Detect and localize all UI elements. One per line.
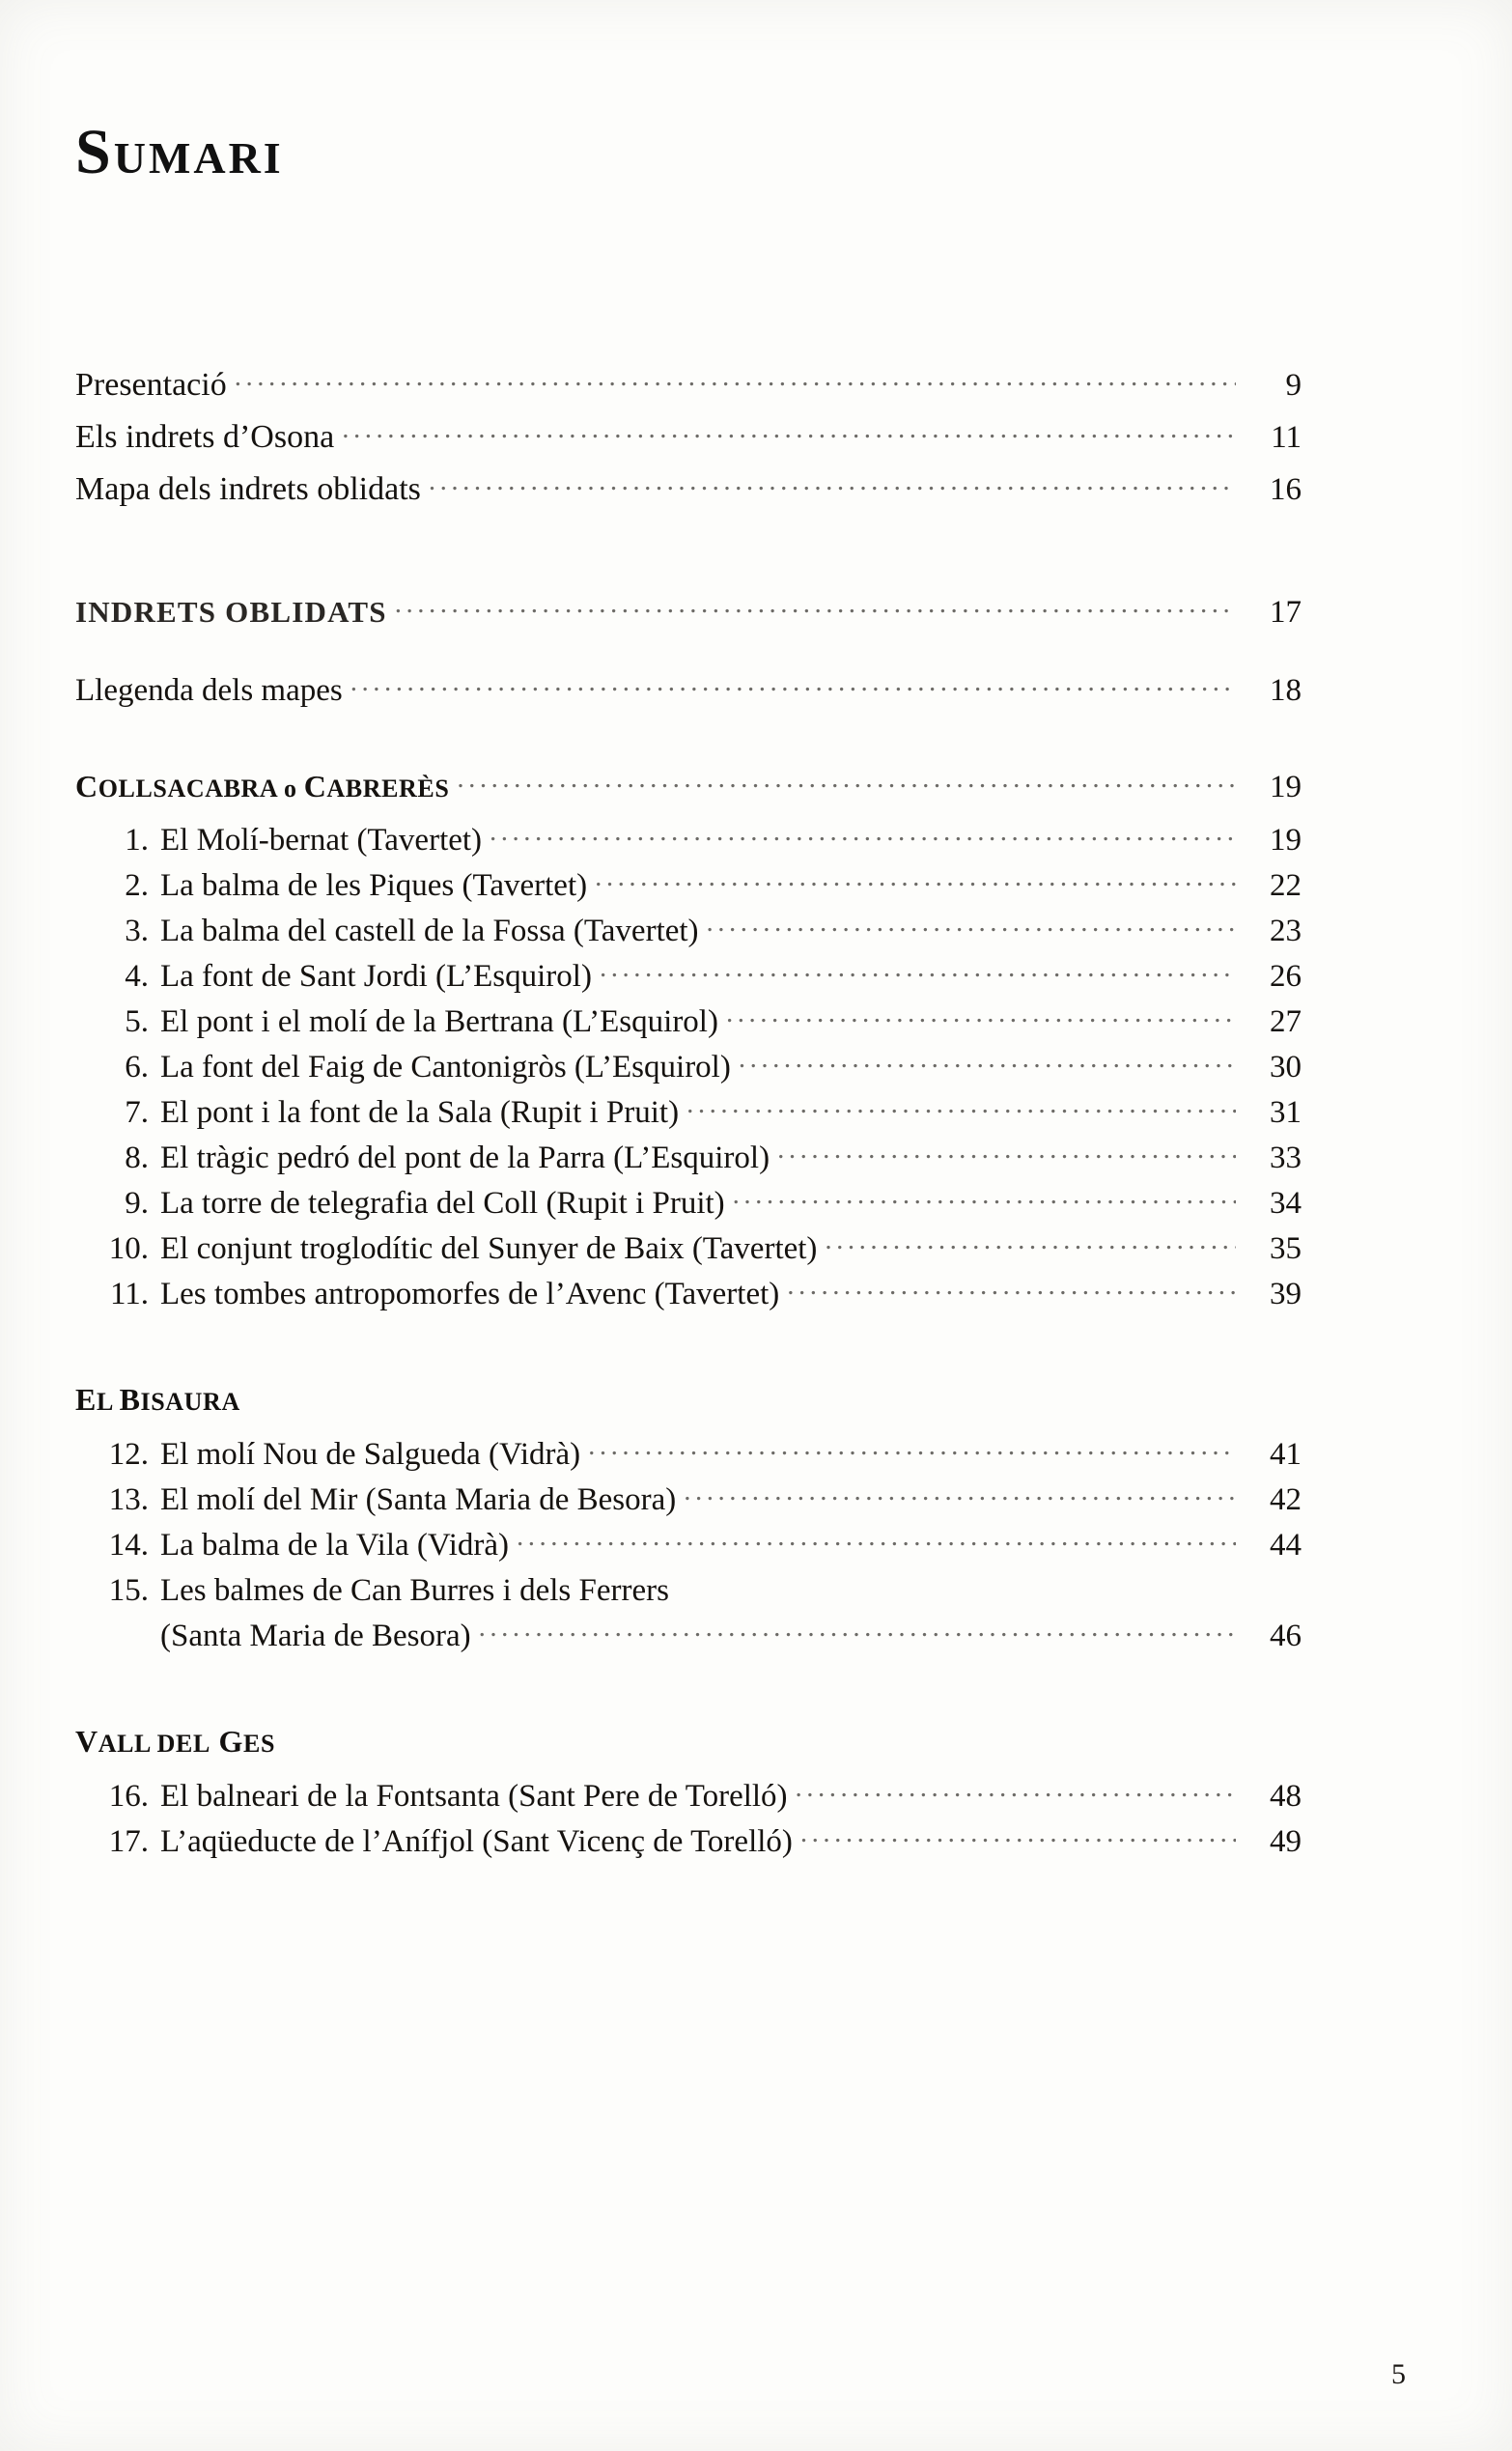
leader-dots	[395, 606, 1236, 622]
toc-section-items	[75, 1439, 1302, 1652]
toc-section-vall-del-ges	[75, 1724, 1302, 1858]
item-page: 34	[1270, 1186, 1302, 1221]
toc-entry-page: 11	[1271, 420, 1302, 455]
heading-part	[151, 1730, 157, 1758]
item-label: La font de Sant Jordi (L’Esquirol)	[160, 959, 592, 994]
list-item[interactable]	[75, 1006, 1302, 1038]
leader-dots	[707, 925, 1236, 941]
toc-entry[interactable]	[75, 421, 1302, 454]
page-title-initial: S	[75, 117, 114, 187]
leader-dots	[684, 1494, 1236, 1509]
toc-entry-label: Llegenda dels mapes	[75, 673, 343, 708]
item-number: 14.	[108, 1528, 149, 1563]
spacer	[75, 1324, 1302, 1382]
item-number: 2.	[125, 868, 149, 903]
list-item[interactable]	[75, 961, 1302, 993]
toc-front-matter	[75, 369, 1302, 506]
heading-part: C	[303, 769, 327, 803]
item-label: La torre de telegrafia del Coll (Rupit i Pruit)	[160, 1186, 725, 1221]
leader-dots	[595, 880, 1236, 895]
leader-dots	[235, 380, 1236, 395]
leader-dots	[457, 781, 1236, 797]
page-title-rest: UMARI	[113, 133, 284, 183]
item-page: 35	[1270, 1231, 1302, 1266]
item-number: 10.	[108, 1231, 149, 1266]
item-page: 22	[1270, 868, 1302, 903]
toc-part-heading[interactable]	[75, 597, 1302, 629]
item-label: El pont i el molí de la Bertrana (L’Esquirol)	[160, 1004, 718, 1039]
toc-section-heading[interactable]	[75, 1382, 1302, 1418]
heading-part: C	[75, 769, 98, 803]
item-number: 9.	[125, 1186, 149, 1221]
item-number: 1.	[125, 823, 149, 858]
spacer	[75, 525, 1302, 597]
leader-dots	[490, 834, 1236, 850]
heading-part: ES	[243, 1730, 276, 1758]
item-number: 3.	[125, 914, 149, 948]
list-item[interactable]	[75, 1279, 1302, 1310]
page-title	[75, 116, 1350, 189]
leader-dots	[517, 1539, 1236, 1555]
item-number: 13.	[108, 1482, 149, 1517]
toc-entry[interactable]	[75, 473, 1302, 506]
leader-dots	[686, 1107, 1236, 1122]
toc-section-label	[75, 1724, 276, 1759]
leader-dots	[600, 971, 1236, 986]
item-label: Les balmes de Can Burres i dels Ferrers	[160, 1573, 669, 1608]
leader-dots	[825, 1243, 1236, 1258]
leader-dots	[350, 685, 1236, 700]
toc-entry-page: 18	[1270, 673, 1302, 708]
list-item[interactable]	[75, 1530, 1302, 1562]
leader-dots	[726, 1016, 1236, 1031]
item-number: 11.	[109, 1277, 149, 1311]
list-item[interactable]	[75, 1575, 1302, 1607]
item-label: El conjunt troglodític del Sunyer de Baix (Tavertet)	[160, 1231, 818, 1266]
item-page: 19	[1270, 823, 1302, 858]
item-label: El pont i la font de la Sala (Rupit i Pruit)	[160, 1095, 680, 1130]
list-item[interactable]	[75, 1052, 1302, 1084]
heading-part: ABRERÈS	[326, 775, 450, 803]
list-item[interactable]	[75, 1826, 1302, 1858]
toc-section-collsacabra	[75, 771, 1302, 1310]
leader-dots	[342, 432, 1236, 447]
item-page: 30	[1270, 1050, 1302, 1085]
heading-part: E	[75, 1382, 97, 1417]
item-page: 23	[1270, 914, 1302, 948]
toc-entry-page: 16	[1270, 472, 1302, 507]
item-number: 16.	[108, 1779, 149, 1814]
page-folio: 5	[1391, 2358, 1406, 2390]
item-label: La balma de les Piques (Tavertet)	[160, 868, 588, 903]
item-label: La font del Faig de Cantonigròs (L’Esquirol)	[160, 1050, 731, 1085]
list-item[interactable]	[75, 1484, 1302, 1516]
toc-entry[interactable]	[75, 369, 1302, 402]
heading-part: OLLSACABRA	[98, 775, 277, 803]
item-label: La balma de la Vila (Vidrà)	[160, 1528, 510, 1563]
item-number: 15.	[108, 1573, 149, 1608]
toc-section-items	[75, 1781, 1302, 1858]
item-number: 8.	[125, 1141, 149, 1175]
leader-dots	[796, 1790, 1236, 1806]
item-label: El Molí-bernat (Tavertet)	[160, 823, 483, 858]
item-page: 27	[1270, 1004, 1302, 1039]
toc-part-label: INDRETS OBLIDATS	[75, 595, 387, 629]
item-label: (Santa Maria de Besora)	[160, 1619, 471, 1653]
item-page: 39	[1270, 1277, 1302, 1311]
item-number: 7.	[125, 1095, 149, 1130]
item-page: 31	[1270, 1095, 1302, 1130]
heading-part: ISAURA	[140, 1388, 240, 1416]
table-of-contents	[75, 369, 1302, 1858]
heading-part: o	[276, 775, 304, 803]
list-item-continuation[interactable]	[75, 1620, 1302, 1652]
heading-part: V	[75, 1724, 98, 1759]
leader-dots	[739, 1061, 1236, 1077]
item-label: La balma del castell de la Fossa (Tavertet)	[160, 914, 699, 948]
leader-dots	[429, 484, 1236, 499]
item-page: 48	[1270, 1779, 1302, 1814]
page-content	[75, 116, 1350, 1872]
toc-section-items	[75, 825, 1302, 1310]
toc-section-label	[75, 1382, 240, 1417]
list-item[interactable]	[75, 1188, 1302, 1220]
spacer	[75, 707, 1302, 771]
item-label: L’aqüeducte de l’Anífjol (Sant Vicenç de Torelló)	[160, 1824, 793, 1859]
list-item[interactable]	[75, 1097, 1302, 1129]
item-number: 4.	[125, 959, 149, 994]
toc-section-heading[interactable]	[75, 771, 1302, 803]
leader-dots	[800, 1836, 1236, 1851]
heading-part	[112, 1388, 119, 1416]
item-number: 17.	[108, 1824, 149, 1859]
heading-part: ALL	[98, 1730, 151, 1758]
toc-section-page: 19	[1270, 770, 1302, 804]
item-label: El tràgic pedró del pont de la Parra (L’Esquirol)	[160, 1141, 770, 1175]
item-page: 49	[1270, 1824, 1302, 1859]
list-item[interactable]	[75, 870, 1302, 902]
item-number: 12.	[108, 1437, 149, 1472]
toc-entry-page: 9	[1285, 368, 1302, 403]
list-item[interactable]	[75, 1781, 1302, 1813]
heading-part: G	[210, 1724, 244, 1759]
leader-dots	[787, 1288, 1236, 1304]
item-number: 5.	[125, 1004, 149, 1039]
heading-part: DEL	[156, 1730, 210, 1758]
item-label: El molí Nou de Salgueda (Vidrà)	[160, 1437, 581, 1472]
toc-section-bisaura	[75, 1382, 1302, 1652]
leader-dots	[777, 1152, 1236, 1168]
list-item[interactable]	[75, 1233, 1302, 1265]
item-page: 26	[1270, 959, 1302, 994]
item-page: 33	[1270, 1141, 1302, 1175]
item-label: El molí del Mir (Santa Maria de Besora)	[160, 1482, 677, 1517]
toc-entry-legend[interactable]	[75, 675, 1302, 707]
item-page: 46	[1270, 1619, 1302, 1653]
item-page: 42	[1270, 1482, 1302, 1517]
heading-part: B	[119, 1382, 141, 1417]
item-page: 44	[1270, 1528, 1302, 1563]
leader-dots	[588, 1449, 1236, 1464]
toc-part-page: 17	[1270, 595, 1302, 630]
item-label: Les tombes antropomorfes de l’Avenc (Tavertet)	[160, 1277, 780, 1311]
item-page: 41	[1270, 1437, 1302, 1472]
leader-dots	[733, 1197, 1236, 1213]
list-item[interactable]	[75, 1142, 1302, 1174]
leader-dots	[479, 1630, 1236, 1646]
item-label: El balneari de la Fontsanta (Sant Pere de Torelló)	[160, 1779, 788, 1814]
spacer	[75, 629, 1302, 675]
list-item[interactable]	[75, 825, 1302, 857]
toc-section-heading[interactable]	[75, 1724, 1302, 1760]
list-item[interactable]	[75, 916, 1302, 947]
spacer	[75, 1666, 1302, 1724]
toc-entry-label: Presentació	[75, 367, 227, 403]
heading-part: L	[96, 1388, 113, 1416]
toc-section-label	[75, 771, 449, 803]
toc-entry-label: Els indrets d’Osona	[75, 419, 335, 455]
toc-entry-label: Mapa dels indrets oblidats	[75, 471, 421, 507]
item-number: 6.	[125, 1050, 149, 1085]
list-item[interactable]	[75, 1439, 1302, 1471]
